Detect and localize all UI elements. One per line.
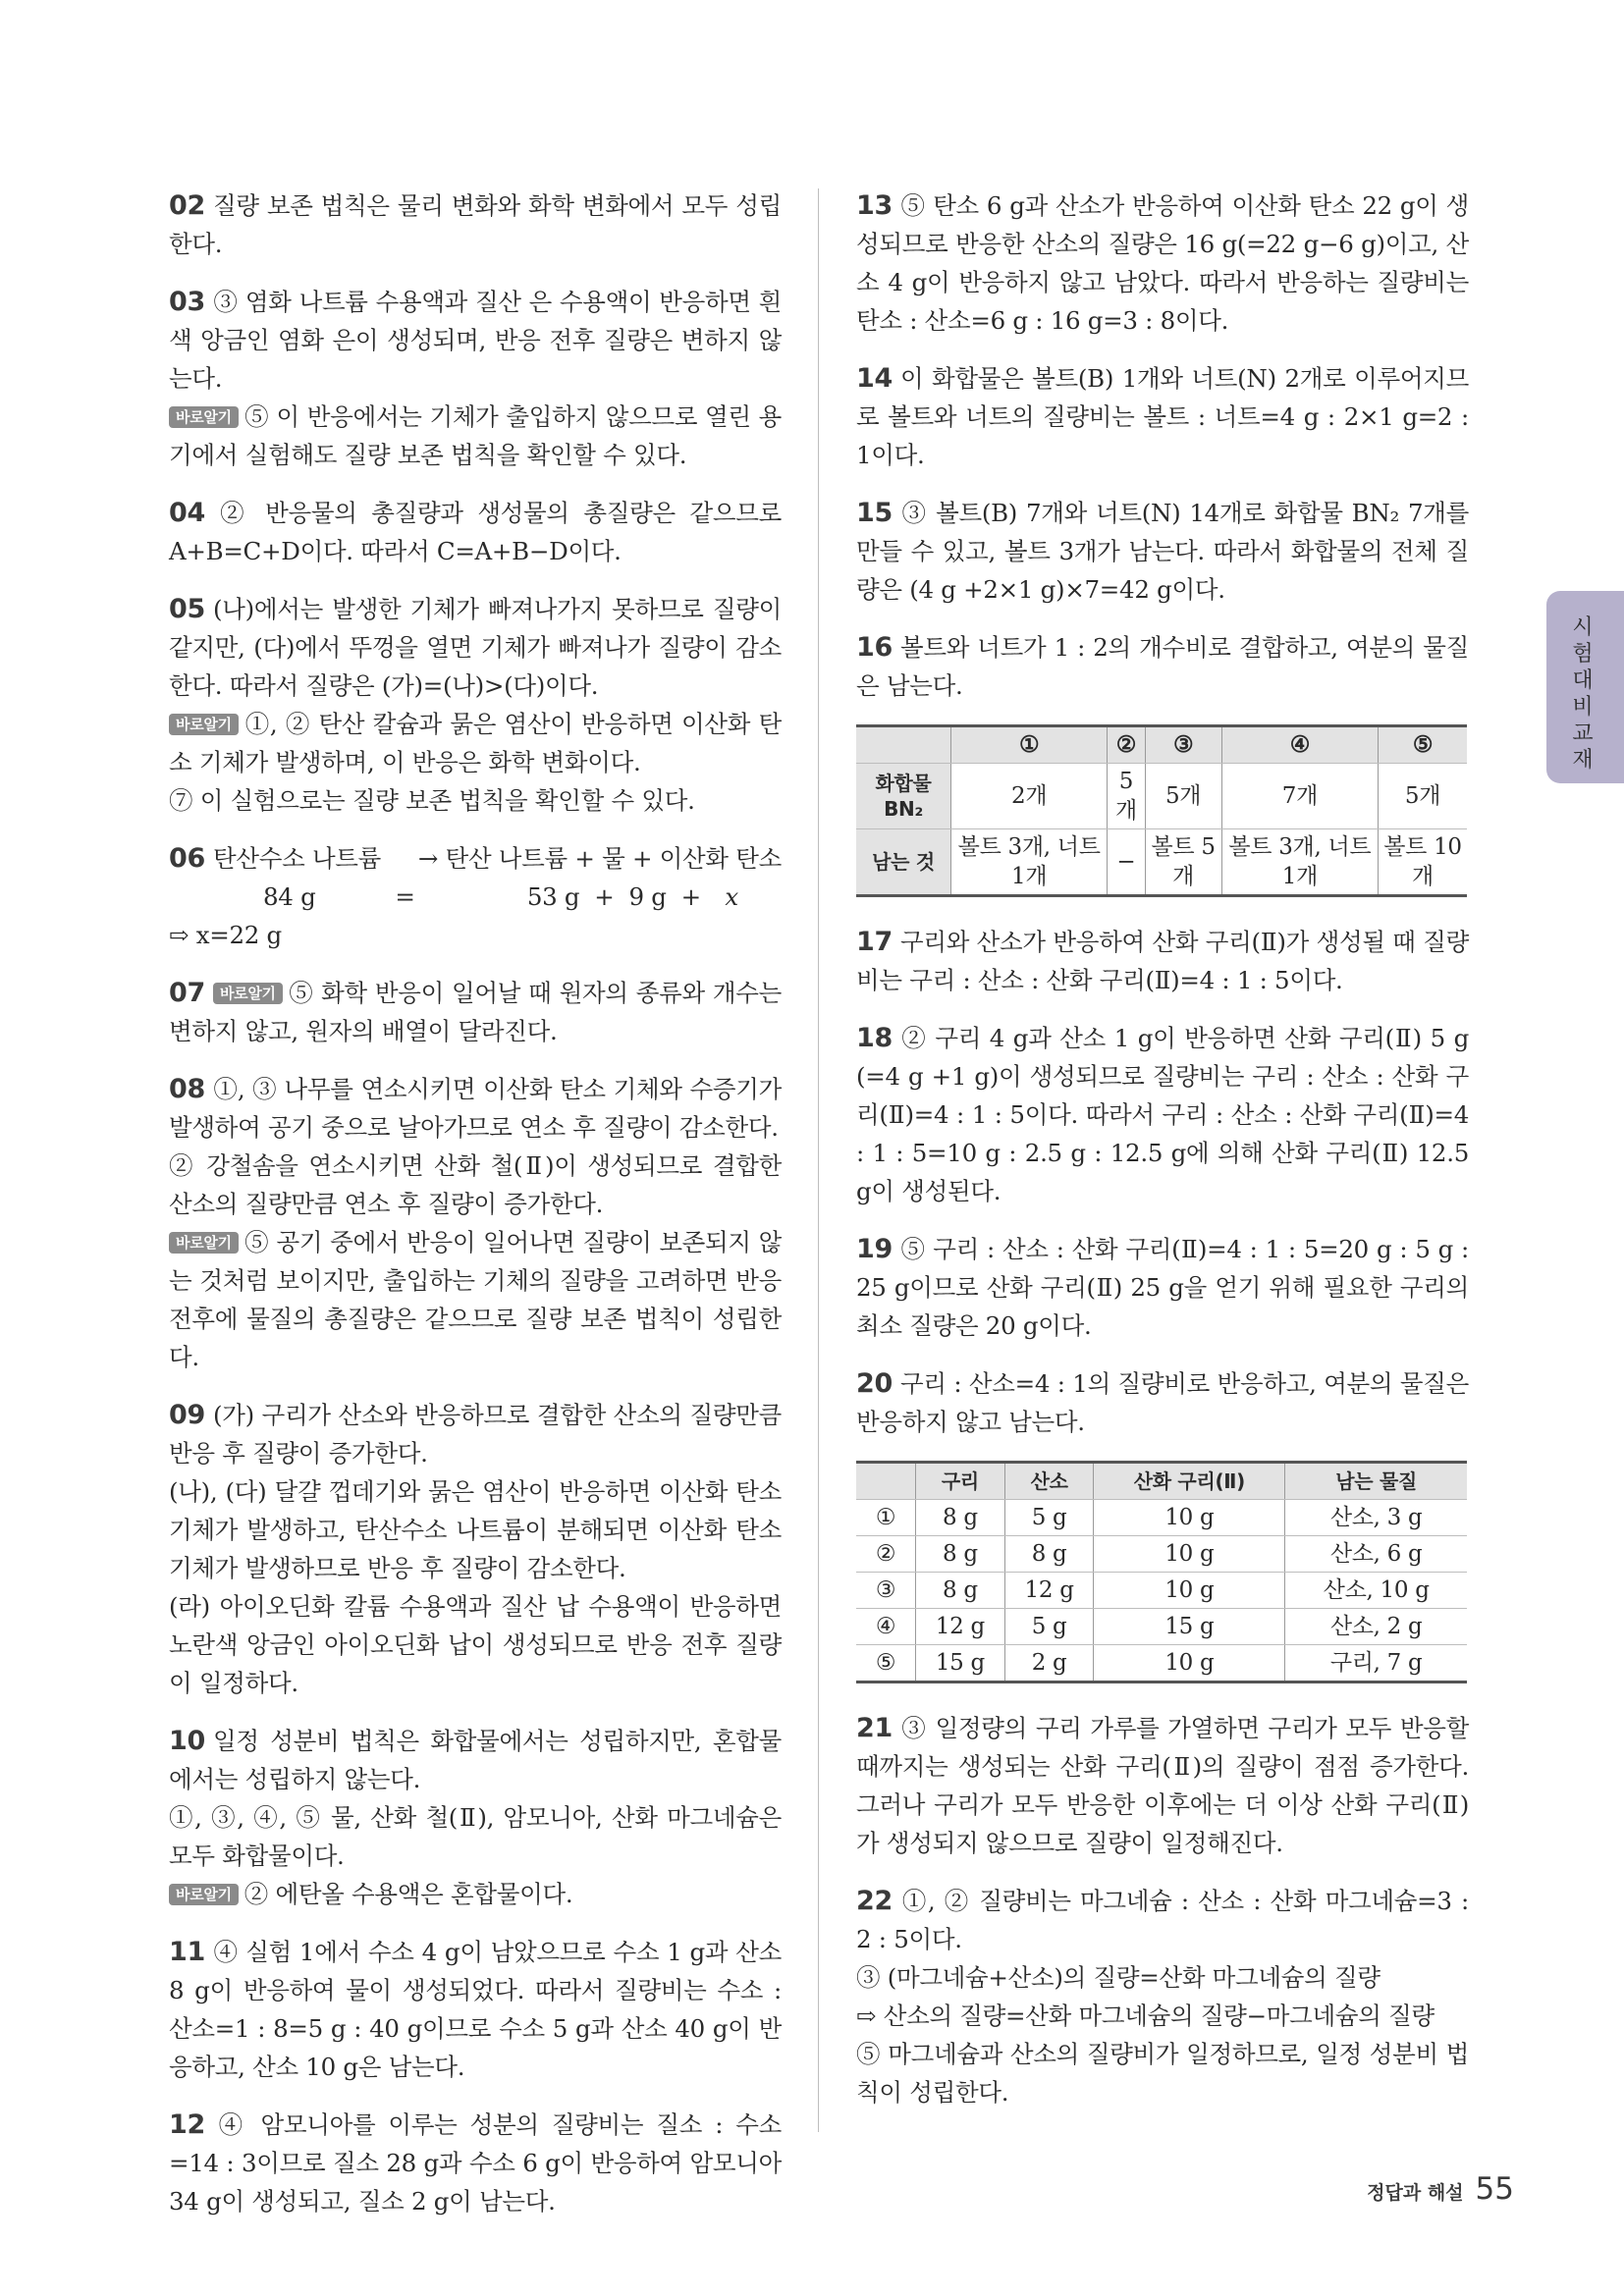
answer-line: (가) 구리가 산소와 반응하므로 결합한 산소의 질량만큼 반응 후 질량이 증가한다. bbox=[169, 1401, 782, 1468]
correction-badge: 바로알기 bbox=[169, 1884, 239, 1905]
equation-value: 53 g + 9 g + bbox=[526, 882, 701, 911]
table-q16-cell: 7개 bbox=[1221, 764, 1378, 829]
table-q20-row bbox=[856, 1500, 1467, 1536]
answer-text bbox=[856, 359, 1469, 474]
answer-text bbox=[856, 628, 1469, 705]
question-number: 02 bbox=[169, 190, 205, 221]
equation-line bbox=[169, 839, 782, 878]
answer-line: ③ 볼트(B) 7개와 너트(N) 14개로 화합물 BN₂ 7개를 만들 수 있고, 볼트 3개가 남는다. 따라서 화합물의 전체 질량은 (4 g +2×1 g)×7=42 g이다. bbox=[856, 499, 1469, 604]
answer-line: 구리 : 산소=4 : 1의 질량비로 반응하고, 여분의 물질은 반응하지 않고 남는다. bbox=[856, 1369, 1469, 1436]
question-number: 22 bbox=[856, 1886, 893, 1916]
table-q20-row bbox=[856, 1645, 1467, 1682]
table-q16-cell: 볼트 3개, 너트 1개 bbox=[1221, 829, 1378, 896]
table-q16 bbox=[856, 724, 1467, 897]
answer-item-18 bbox=[856, 1019, 1469, 1210]
answer-item-04 bbox=[169, 494, 782, 570]
correction-text: ⑤ 이 반응에서는 기체가 출입하지 않으므로 열린 용기에서 실험해도 질량 보존 법칙을 확인할 수 있다. bbox=[169, 402, 782, 469]
correction-note bbox=[169, 1223, 782, 1376]
correction-note bbox=[169, 705, 782, 781]
answer-text bbox=[169, 187, 782, 263]
question-number: 03 bbox=[169, 287, 205, 317]
answer-line: 질량 보존 법칙은 물리 변화와 화학 변화에서 모두 성립한다. bbox=[169, 191, 782, 258]
table-q20-row bbox=[856, 1536, 1467, 1573]
table-q20-cell: 산소, 10 g bbox=[1285, 1573, 1467, 1609]
answer-text bbox=[856, 1019, 1469, 1210]
answer-item-15 bbox=[856, 494, 1469, 609]
answer-item-22 bbox=[856, 1882, 1469, 2111]
question-number: 15 bbox=[856, 498, 893, 528]
table-q20-header: 산화 구리(Ⅱ) bbox=[1094, 1463, 1285, 1500]
table-q20-cell: 10 g bbox=[1094, 1573, 1285, 1609]
answer-item-07 bbox=[169, 974, 782, 1050]
answer-line: ①, ② 질량비는 마그네슘 : 산소 : 산화 마그네슘=3 : 2 : 5이다. bbox=[856, 1887, 1469, 1953]
answer-line: ③ (마그네슘+산소)의 질량=산화 마그네슘의 질량 bbox=[856, 1963, 1380, 1992]
question-number: 19 bbox=[856, 1234, 893, 1264]
answer-item-08 bbox=[169, 1070, 782, 1376]
table-q16-header: ② bbox=[1108, 726, 1145, 764]
answer-text bbox=[169, 1722, 782, 1798]
table-q20-cell: ③ bbox=[856, 1573, 916, 1609]
table-q20-cell: 15 g bbox=[916, 1645, 1005, 1682]
answer-line: 볼트와 너트가 1 : 2의 개수비로 결합하고, 여분의 물질은 남는다. bbox=[856, 633, 1469, 700]
table-q16-header: ① bbox=[951, 726, 1108, 764]
answer-text bbox=[856, 494, 1469, 609]
table-q20-cell: 8 g bbox=[916, 1500, 1005, 1536]
answer-line: ③ 일정량의 구리 가루를 가열하면 구리가 모두 반응할 때까지는 생성되는 산화 구리(Ⅱ)의 질량이 점점 증가한다. 그러나 구리가 모두 반응한 이후에는 더 이상 산화 구리(Ⅱ)가 생성되지 않으므로 질량이 일정해진다. bbox=[856, 1714, 1469, 1857]
table-q16-cell: − bbox=[1108, 829, 1145, 896]
answer-text bbox=[856, 1230, 1469, 1345]
answer-item-05 bbox=[169, 590, 782, 820]
question-number: 20 bbox=[856, 1368, 893, 1399]
question-number: 06 bbox=[169, 843, 205, 874]
answer-line: 이 화합물은 볼트(B) 1개와 너트(N) 2개로 이루어지므로 볼트와 너트의 질량비는 볼트 : 너트=4 g : 2×1 g=2 : 1이다. bbox=[856, 364, 1469, 469]
table-q16-cell: 볼트 5개 bbox=[1145, 829, 1221, 896]
table-q20-header bbox=[856, 1463, 916, 1500]
answer-text bbox=[856, 1882, 1469, 1958]
correction-text: ⑤ 공기 중에서 반응이 일어나면 질량이 보존되지 않는 것처럼 보이지만, 출입하는 기체의 질량을 고려하면 반응 전후에 물질의 총질량은 같으므로 질량 보존 법칙이 성립한다. bbox=[169, 1228, 782, 1371]
question-number: 11 bbox=[169, 1937, 205, 1967]
answer-text bbox=[856, 187, 1469, 340]
table-q16-row-label: 남는 것 bbox=[856, 829, 951, 896]
table-q20-cell: 10 g bbox=[1094, 1645, 1285, 1682]
equation-mass-line bbox=[169, 878, 782, 916]
answer-item-14 bbox=[856, 359, 1469, 474]
table-q16-header bbox=[856, 726, 951, 764]
answer-item-21 bbox=[856, 1709, 1469, 1862]
table-q20-cell: 5 g bbox=[1004, 1500, 1094, 1536]
table-q20-cell: 산소, 2 g bbox=[1285, 1609, 1467, 1645]
table-q16-cell: 5개 bbox=[1108, 764, 1145, 829]
question-number: 07 bbox=[169, 978, 205, 1008]
table-q20-cell: ② bbox=[856, 1536, 916, 1573]
answer-line: ⇨ 산소의 질량=산화 마그네슘의 질량−마그네슘의 질량 bbox=[856, 2002, 1435, 2030]
answer-line: ④ 실험 1에서 수소 4 g이 남았으므로 수소 1 g과 산소 8 g이 반응하여 물이 생성되었다. 따라서 질량비는 수소 : 산소=1 : 8=5 g : 40 g이므로 수소 5 g과 산소 40 g이 반응하고, 산소 10 g은 남는다. bbox=[169, 1938, 782, 2081]
answer-line: ⑤ 탄소 6 g과 산소가 반응하여 이산화 탄소 22 g이 생성되므로 반응한 산소의 질량은 16 g(=22 g−6 g)이고, 산소 4 g이 반응하지 않고 남았다. 따라서 반응하는 질량비는 탄소 : 산소=6 g : 16 g=3 : 8이다. bbox=[856, 191, 1469, 335]
table-q20-row bbox=[856, 1573, 1467, 1609]
answer-line: (나)에서는 발생한 기체가 빠져나가지 못하므로 질량이 같지만, (다)에서 뚜껑을 열면 기체가 빠져나가 질량이 감소한다. 따라서 질량은 (가)=(나)>(다)이다. bbox=[169, 595, 782, 700]
table-q20-row bbox=[856, 1609, 1467, 1645]
answer-text bbox=[169, 974, 782, 1050]
table-q16-header: ③ bbox=[1145, 726, 1221, 764]
answer-text bbox=[169, 590, 782, 705]
table-q20-header: 남는 물질 bbox=[1285, 1463, 1467, 1500]
correction-badge: 바로알기 bbox=[169, 406, 239, 428]
answer-item-12 bbox=[169, 2106, 782, 2220]
table-q16-row-label: 화합물 BN₂ bbox=[856, 764, 951, 829]
answer-line: ② 반응물의 총질량과 생성물의 총질량은 같으므로 A+B=C+D이다. 따라서 C=A+B−D이다. bbox=[169, 499, 782, 565]
answer-text bbox=[169, 1396, 782, 1472]
answer-line: ⑤ 마그네슘과 산소의 질량비가 일정하므로, 일정 성분비 법칙이 성립한다. bbox=[856, 2040, 1469, 2107]
table-q20-cell: 산소, 6 g bbox=[1285, 1536, 1467, 1573]
correction-text: ①, ② 탄산 칼슘과 묽은 염산이 반응하면 이산화 탄소 기체가 발생하며, 이 반응은 화학 변화이다. bbox=[169, 710, 782, 776]
question-number: 05 bbox=[169, 594, 205, 624]
page-number: 55 bbox=[1475, 2171, 1514, 2207]
table-q16-header: ⑤ bbox=[1379, 726, 1467, 764]
equation-products: → 탄산 나트륨 + 물 + 이산화 탄소 bbox=[417, 844, 782, 873]
correction-badge: 바로알기 bbox=[169, 714, 239, 735]
answer-text bbox=[169, 1070, 782, 1147]
table-q16-cell: 볼트 10개 bbox=[1379, 829, 1467, 896]
question-number: 08 bbox=[169, 1074, 205, 1104]
correction-text: ② 에탄올 수용액은 혼합물이다. bbox=[244, 1880, 573, 1908]
answer-line: ①, ③, ④, ⑤ 물, 산화 철(Ⅱ), 암모니아, 산화 마그네슘은 모두 화합물이다. bbox=[169, 1803, 782, 1870]
table-q20-header: 산소 bbox=[1004, 1463, 1094, 1500]
answer-line: ⑤ 구리 : 산소 : 산화 구리(Ⅱ)=4 : 1 : 5=20 g : 5 g : 25 g이므로 산화 구리(Ⅱ) 25 g을 얻기 위해 필요한 구리의 최소 질량은 20 g이다. bbox=[856, 1235, 1469, 1340]
table-q20-cell: 12 g bbox=[916, 1609, 1005, 1645]
answer-item-17 bbox=[856, 923, 1469, 999]
equation-value: 84 g bbox=[263, 882, 316, 911]
question-number: 12 bbox=[169, 2109, 205, 2140]
correction-extra: ⑦ 이 실험으로는 질량 보존 법칙을 확인할 수 있다. bbox=[169, 786, 695, 815]
equation-value: x bbox=[725, 882, 738, 911]
answer-line: (나), (다) 달걀 껍데기와 묽은 염산이 반응하면 이산화 탄소 기체가 발생하고, 탄산수소 나트륨이 분해되면 이산화 탄소 기체가 발생하므로 반응 후 질량이 감소한다. bbox=[169, 1477, 782, 1582]
correction-text: ⑤ 화학 반응이 일어날 때 원자의 종류와 개수는 변하지 않고, 원자의 배열이 달라진다. bbox=[169, 979, 782, 1045]
answer-item-11 bbox=[169, 1933, 782, 2086]
answer-line: ①, ③ 나무를 연소시키면 이산화 탄소 기체와 수증기가 발생하여 공기 중으로 날아가므로 연소 후 질량이 감소한다. bbox=[169, 1075, 782, 1142]
question-number: 16 bbox=[856, 632, 893, 663]
right-column bbox=[856, 187, 1469, 2131]
answer-text bbox=[169, 1933, 782, 2086]
answer-item-02 bbox=[169, 187, 782, 263]
answer-text bbox=[856, 1364, 1469, 1441]
table-q20 bbox=[856, 1461, 1467, 1683]
question-number: 13 bbox=[856, 190, 893, 221]
table-q20-cell: 10 g bbox=[1094, 1536, 1285, 1573]
equation-reactant: 탄산수소 나트륨 bbox=[212, 844, 382, 873]
table-q20-cell: 8 g bbox=[916, 1536, 1005, 1573]
table-q20-cell: 5 g bbox=[1004, 1609, 1094, 1645]
table-q16-cell: 5개 bbox=[1379, 764, 1467, 829]
answer-line: (라) 아이오딘화 칼륨 수용액과 질산 납 수용액이 반응하면 노란색 앙금인 아이오딘화 납이 생성되므로 반응 전후 질량이 일정하다. bbox=[169, 1592, 782, 1697]
answer-item-03 bbox=[169, 283, 782, 474]
question-number: 17 bbox=[856, 927, 893, 957]
answer-line: ④ 암모니아를 이루는 성분의 질량비는 질소 : 수소=14 : 3이므로 질소 28 g과 수소 6 g이 반응하여 암모니아 34 g이 생성되고, 질소 2 g이 남는다. bbox=[169, 2110, 782, 2216]
answer-item-09 bbox=[169, 1396, 782, 1702]
answer-line: ② 구리 4 g과 산소 1 g이 반응하면 산화 구리(Ⅱ) 5 g (=4 g +1 g)이 생성되므로 질량비는 구리 : 산소 : 산화 구리(Ⅱ)=4 : 1 : 5이다. 따라서 구리 : 산소 : 산화 구리(Ⅱ)=4 : 1 : 5=10 g : 2.5 g : 12.5 g에 의해 산화 구리(Ⅱ) 12.5 g이 생성된다. bbox=[856, 1024, 1469, 1205]
table-q20-cell: 산소, 3 g bbox=[1285, 1500, 1467, 1536]
answer-text bbox=[169, 2106, 782, 2220]
table-q16-header: ④ bbox=[1221, 726, 1378, 764]
table-q16-cell: 5개 bbox=[1145, 764, 1221, 829]
question-number: 09 bbox=[169, 1400, 205, 1430]
question-number: 18 bbox=[856, 1023, 893, 1053]
answer-line: 구리와 산소가 반응하여 산화 구리(Ⅱ)가 생성될 때 질량비는 구리 : 산소 : 산화 구리(Ⅱ)=4 : 1 : 5이다. bbox=[856, 928, 1469, 994]
question-number: 04 bbox=[169, 498, 205, 528]
question-number: 10 bbox=[169, 1726, 205, 1756]
equation-value: = bbox=[395, 882, 415, 911]
correction-badge: 바로알기 bbox=[213, 983, 283, 1004]
correction-note bbox=[169, 1875, 782, 1913]
table-q20-cell: 8 g bbox=[916, 1573, 1005, 1609]
table-q20-cell: 구리, 7 g bbox=[1285, 1645, 1467, 1682]
side-tab-label: 시험 대비 교재 bbox=[1572, 615, 1594, 773]
left-column bbox=[169, 187, 782, 2240]
correction-badge: 바로알기 bbox=[169, 1232, 239, 1254]
answer-item-06 bbox=[169, 839, 782, 954]
equation-pad bbox=[169, 878, 263, 916]
page-footer bbox=[1367, 2171, 1514, 2207]
answer-item-10 bbox=[169, 1722, 782, 1913]
table-q20-cell: ④ bbox=[856, 1609, 916, 1645]
answer-text bbox=[856, 1709, 1469, 1862]
equation-result: ⇨ x=22 g bbox=[169, 921, 282, 949]
table-q20-cell: 15 g bbox=[1094, 1609, 1285, 1645]
side-tab[interactable] bbox=[1546, 591, 1624, 783]
table-q20-cell: ① bbox=[856, 1500, 916, 1536]
answer-line: 일정 성분비 법칙은 화합물에서는 성립하지만, 혼합물에서는 성립하지 않는다. bbox=[169, 1727, 782, 1793]
table-q20-header: 구리 bbox=[916, 1463, 1005, 1500]
footer-label: 정답과 해설 bbox=[1367, 2182, 1464, 2204]
question-number: 14 bbox=[856, 363, 893, 394]
table-q20-cell: ⑤ bbox=[856, 1645, 916, 1682]
answer-item-13 bbox=[856, 187, 1469, 340]
answer-item-16 bbox=[856, 628, 1469, 705]
answer-line: ③ 염화 나트륨 수용액과 질산 은 수용액이 반응하면 흰색 앙금인 염화 은이 생성되며, 반응 전후 질량은 변하지 않는다. bbox=[169, 288, 782, 393]
correction-note bbox=[169, 398, 782, 474]
answer-text bbox=[169, 283, 782, 398]
column-divider bbox=[818, 188, 819, 2132]
table-q20-cell: 10 g bbox=[1094, 1500, 1285, 1536]
table-q16-cell: 볼트 3개, 너트 1개 bbox=[951, 829, 1108, 896]
answer-text bbox=[169, 494, 782, 570]
table-q20-cell: 12 g bbox=[1004, 1573, 1094, 1609]
table-q16-cell: 2개 bbox=[951, 764, 1108, 829]
answer-item-19 bbox=[856, 1230, 1469, 1345]
answer-line: ② 강철솜을 연소시키면 산화 철(Ⅱ)이 생성되므로 결합한 산소의 질량만큼 연소 후 질량이 증가한다. bbox=[169, 1151, 782, 1218]
answer-item-20 bbox=[856, 1364, 1469, 1441]
answer-text bbox=[856, 923, 1469, 999]
table-q20-cell: 2 g bbox=[1004, 1645, 1094, 1682]
question-number: 21 bbox=[856, 1713, 893, 1743]
table-q20-cell: 8 g bbox=[1004, 1536, 1094, 1573]
